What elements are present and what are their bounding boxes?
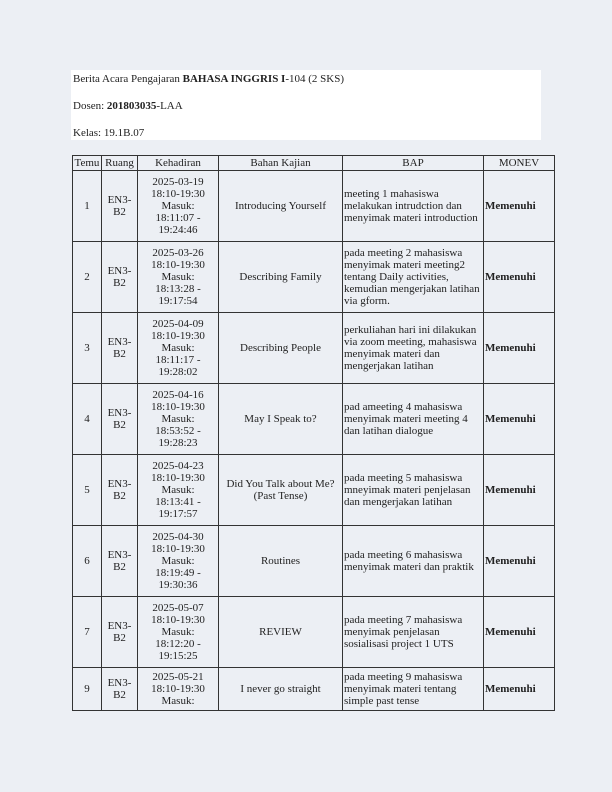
cell-temu: 3 bbox=[73, 313, 102, 384]
cell-masuk: 18:11:17 - 19:28:02 bbox=[155, 354, 201, 378]
course-code: -104 (2 SKS) bbox=[285, 73, 345, 85]
table-row bbox=[73, 313, 555, 384]
cell-tanggal: 2025-03-19 bbox=[152, 176, 204, 188]
table-row bbox=[73, 597, 555, 668]
class-line: Kelas: 19.1B.07 bbox=[73, 127, 145, 139]
cell-kehadiran bbox=[138, 526, 219, 597]
cell-masuk-label: Masuk: bbox=[161, 200, 195, 212]
cell-tanggal: 2025-04-30 bbox=[152, 531, 204, 543]
cell-jam: 18:10-19:30 bbox=[151, 330, 205, 342]
cell-ruang: EN3-B2 bbox=[102, 668, 138, 711]
cell-bahan: May I Speak to? bbox=[219, 384, 343, 455]
cell-ruang: EN3-B2 bbox=[102, 455, 138, 526]
cell-jam: 18:10-19:30 bbox=[151, 472, 205, 484]
table-row bbox=[73, 242, 555, 313]
cell-bap: pada meeting 9 mahasiswa menyimak materi tentang simple past tense bbox=[343, 668, 484, 711]
cell-masuk-label: Masuk: bbox=[161, 484, 195, 496]
cell-masuk: 18:13:28 - 19:17:54 bbox=[155, 283, 201, 307]
cell-masuk-label: Masuk: bbox=[161, 695, 195, 707]
col-header-bahan-kajian: Bahan Kajian bbox=[219, 156, 343, 171]
cell-kehadiran bbox=[138, 313, 219, 384]
cell-masuk-label: Masuk: bbox=[161, 342, 195, 354]
cell-kehadiran bbox=[138, 171, 219, 242]
cell-jam: 18:10-19:30 bbox=[151, 401, 205, 413]
cell-monev: Memenuhi bbox=[484, 171, 555, 242]
cell-masuk-label: Masuk: bbox=[161, 626, 195, 638]
cell-monev: Memenuhi bbox=[484, 597, 555, 668]
cell-tanggal: 2025-04-09 bbox=[152, 318, 204, 330]
cell-temu: 5 bbox=[73, 455, 102, 526]
cell-ruang: EN3-B2 bbox=[102, 171, 138, 242]
course-name: BAHASA INGGRIS I bbox=[182, 73, 286, 85]
cell-bahan: Introducing Yourself bbox=[219, 171, 343, 242]
col-header-kehadiran: Kehadiran bbox=[138, 156, 219, 171]
cell-ruang: EN3-B2 bbox=[102, 597, 138, 668]
cell-bap: meeting 1 mahasiswa melakukan intrudction dan menyimak materi introduction bbox=[343, 171, 484, 242]
cell-bahan: Did You Talk about Me? (Past Tense) bbox=[219, 455, 343, 526]
cell-ruang: EN3-B2 bbox=[102, 526, 138, 597]
table-row bbox=[73, 455, 555, 526]
cell-masuk-label: Masuk: bbox=[161, 271, 195, 283]
cell-bahan: Routines bbox=[219, 526, 343, 597]
lecturer-line bbox=[73, 100, 183, 112]
cell-tanggal: 2025-03-26 bbox=[152, 247, 204, 259]
cell-monev: Memenuhi bbox=[484, 242, 555, 313]
col-header-monev: MONEV bbox=[484, 156, 555, 171]
course-title bbox=[73, 73, 344, 85]
cell-bap: pada meeting 7 mahasiswa menyimak penjelasan sosialisasi project 1 UTS bbox=[343, 597, 484, 668]
lecturer-label: Dosen: bbox=[73, 100, 107, 112]
cell-temu: 6 bbox=[73, 526, 102, 597]
cell-monev: Memenuhi bbox=[484, 455, 555, 526]
cell-kehadiran bbox=[138, 597, 219, 668]
cell-bap: pada meeting 5 mahasiswa mneyimak materi penjelasan dan mengerjakan latihan bbox=[343, 455, 484, 526]
table-row bbox=[73, 526, 555, 597]
col-header-bap: BAP bbox=[343, 156, 484, 171]
cell-temu: 4 bbox=[73, 384, 102, 455]
cell-tanggal: 2025-05-21 bbox=[152, 671, 204, 683]
cell-masuk: 18:53:52 - 19:28:23 bbox=[155, 425, 201, 449]
cell-ruang: EN3-B2 bbox=[102, 313, 138, 384]
cell-bap: pad ameeting 4 mahasiswa menyimak materi meeting 4 dan latihan dialogue bbox=[343, 384, 484, 455]
cell-monev: Memenuhi bbox=[484, 668, 555, 711]
cell-bahan: Describing People bbox=[219, 313, 343, 384]
lecturer-code: -LAA bbox=[156, 100, 183, 112]
cell-bahan: Describing Family bbox=[219, 242, 343, 313]
cell-bahan: I never go straight bbox=[219, 668, 343, 711]
table-row bbox=[73, 171, 555, 242]
cell-bap: pada meeting 6 mahasiswa menyimak materi dan praktik bbox=[343, 526, 484, 597]
cell-kehadiran bbox=[138, 668, 219, 711]
cell-temu: 7 bbox=[73, 597, 102, 668]
cell-tanggal: 2025-05-07 bbox=[152, 602, 204, 614]
cell-kehadiran bbox=[138, 384, 219, 455]
cell-monev: Memenuhi bbox=[484, 384, 555, 455]
cell-jam: 18:10-19:30 bbox=[151, 259, 205, 271]
cell-masuk: 18:11:07 - 19:24:46 bbox=[155, 212, 201, 236]
attendance-table bbox=[72, 155, 555, 711]
cell-ruang: EN3-B2 bbox=[102, 242, 138, 313]
cell-temu: 9 bbox=[73, 668, 102, 711]
cell-bahan: REVIEW bbox=[219, 597, 343, 668]
cell-temu: 1 bbox=[73, 171, 102, 242]
cell-monev: Memenuhi bbox=[484, 313, 555, 384]
table-row bbox=[73, 384, 555, 455]
cell-masuk-label: Masuk: bbox=[161, 555, 195, 567]
cell-tanggal: 2025-04-23 bbox=[152, 460, 204, 472]
table-row bbox=[73, 668, 555, 711]
cell-masuk: 18:13:41 - 19:17:57 bbox=[155, 496, 201, 520]
cell-jam: 18:10-19:30 bbox=[151, 188, 205, 200]
cell-temu: 2 bbox=[73, 242, 102, 313]
cell-bap: pada meeting 2 mahasiswa menyimak materi meeting2 tentang Daily activities, kemudian mengerjakan latihan via gform. bbox=[343, 242, 484, 313]
cell-ruang: EN3-B2 bbox=[102, 384, 138, 455]
cell-kehadiran bbox=[138, 455, 219, 526]
cell-masuk: 18:19:49 - 19:30:36 bbox=[155, 567, 201, 591]
cell-monev: Memenuhi bbox=[484, 526, 555, 597]
col-header-temu: Temu bbox=[73, 156, 102, 171]
col-header-ruang: Ruang bbox=[102, 156, 138, 171]
course-title-prefix: Berita Acara Pengajaran bbox=[73, 73, 183, 85]
cell-jam: 18:10-19:30 bbox=[151, 683, 205, 695]
cell-tanggal: 2025-04-16 bbox=[152, 389, 204, 401]
course-header bbox=[71, 70, 541, 140]
cell-jam: 18:10-19:30 bbox=[151, 614, 205, 626]
lecturer-id: 201803035 bbox=[106, 100, 157, 112]
table-header-row bbox=[73, 156, 555, 171]
cell-masuk: 18:12:20 - 19:15:25 bbox=[155, 638, 201, 662]
cell-jam: 18:10-19:30 bbox=[151, 543, 205, 555]
cell-kehadiran bbox=[138, 242, 219, 313]
cell-bap: perkuliahan hari ini dilakukan via zoom meeting, mahasiswa menyimak materi dan mengerjakan latihan bbox=[343, 313, 484, 384]
cell-masuk-label: Masuk: bbox=[161, 413, 195, 425]
